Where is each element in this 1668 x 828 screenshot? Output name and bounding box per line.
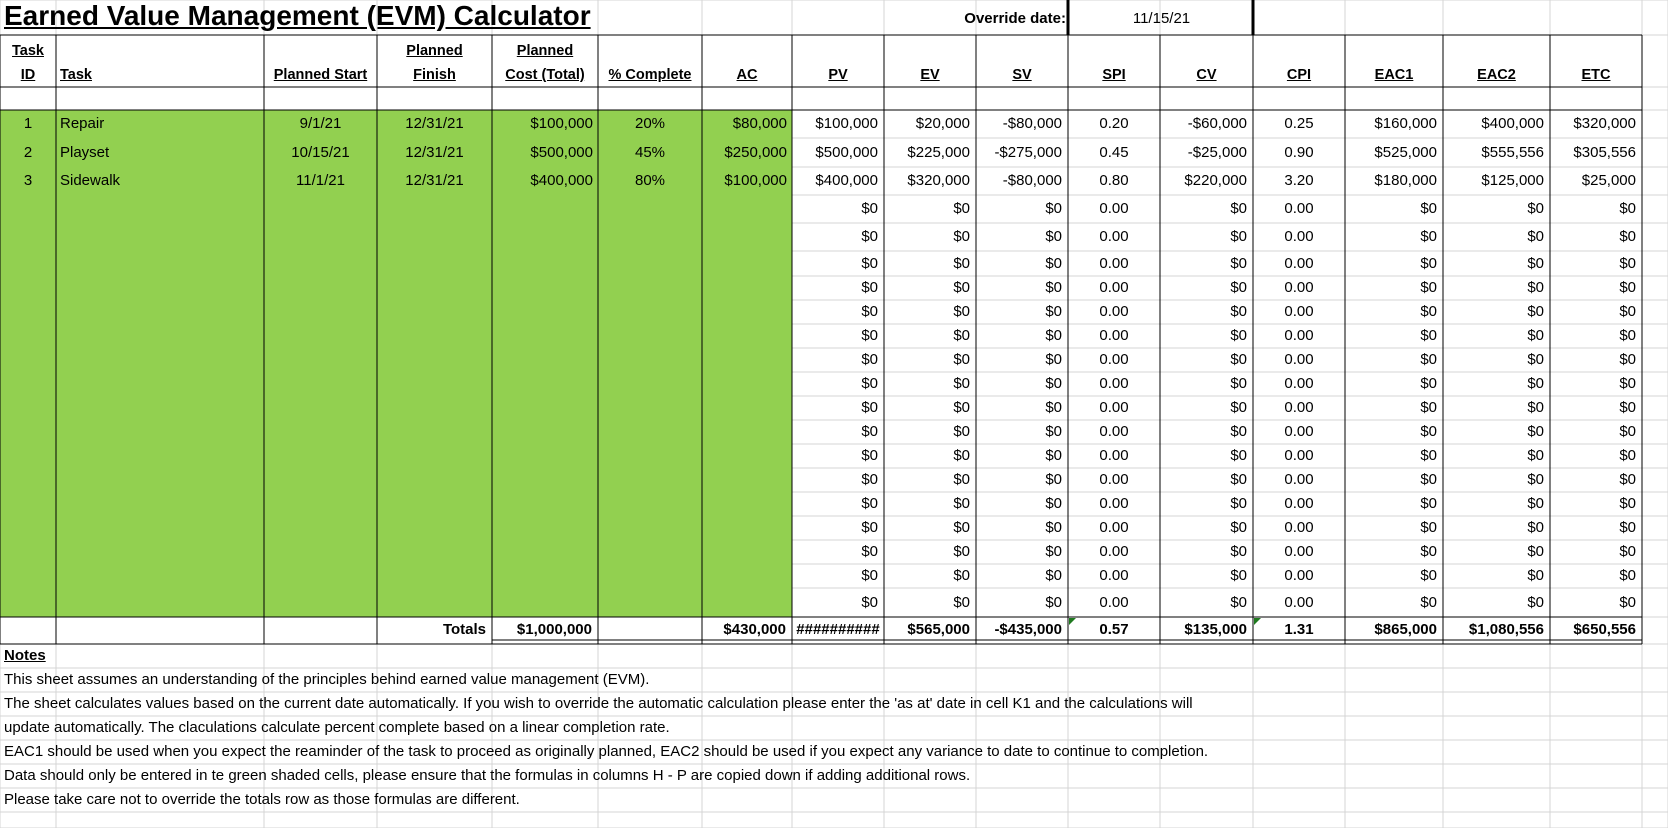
- cell-spi: 0.00: [1099, 543, 1129, 560]
- cell-sv: -$275,000: [994, 143, 1062, 161]
- cell-start[interactable]: 9/1/21: [299, 115, 342, 132]
- cell-ac[interactable]: $80,000: [732, 115, 787, 132]
- cell-ev: $0: [953, 447, 970, 464]
- cell-sv: -$80,000: [1002, 172, 1062, 189]
- cell-ev: $0: [953, 399, 970, 416]
- cell-ev: $0: [953, 351, 970, 368]
- cell-spi: 0.00: [1099, 200, 1129, 217]
- total-cost: $1,000,000: [516, 621, 592, 638]
- cell-ev: $0: [953, 495, 970, 512]
- total-sv: -$435,000: [994, 621, 1062, 638]
- cell-cpi: 0.00: [1284, 303, 1314, 320]
- cell-task[interactable]: Sidewalk: [60, 172, 121, 189]
- cell-spi: 0.00: [1099, 471, 1129, 488]
- cell-eac2: $0: [1527, 519, 1544, 536]
- note-line: update automatically. The claculations calculate percent complete based on a linear completion rate.: [4, 719, 670, 736]
- cell-ev: $225,000: [907, 143, 970, 161]
- cell-cpi: 0.00: [1284, 593, 1314, 611]
- cell-eac1: $0: [1420, 351, 1437, 368]
- cell-eac1: $0: [1420, 303, 1437, 320]
- header-etc: ETC: [1581, 67, 1611, 83]
- total-ac: $430,000: [723, 621, 786, 638]
- cell-sv: $0: [1045, 593, 1062, 611]
- cell-spi: 0.00: [1099, 447, 1129, 464]
- cell-ev: $0: [953, 279, 970, 296]
- cell-spi: 0.00: [1099, 375, 1129, 392]
- cell-etc: $0: [1619, 543, 1636, 560]
- note-line: Please take care not to override the totals row as those formulas are different.: [4, 791, 520, 808]
- header-planned-finish-line1: Planned: [406, 43, 463, 59]
- cell-cpi: 0.00: [1284, 519, 1314, 536]
- cell-etc: $0: [1619, 471, 1636, 488]
- cell-cv: $0: [1230, 399, 1247, 416]
- header-planned-finish-line2: Finish: [413, 67, 456, 83]
- cell-ev: $0: [953, 200, 970, 217]
- note-line: The sheet calculates values based on the current date automatically. If you wish to override the automatic calculation please enter the 'as at' date in cell K1 and the calculations will: [4, 695, 1193, 712]
- note-line: Data should only be entered in te green shaded cells, please ensure that the formulas in columns H - P are copied down if adding additional rows.: [4, 767, 971, 784]
- total-cpi: 1.31: [1284, 621, 1314, 638]
- cell-eac1: $0: [1420, 519, 1437, 536]
- cell-eac2: $0: [1527, 423, 1544, 440]
- note-line: EAC1 should be used when you expect the reaminder of the task to proceed as originally planned, EAC2 should be used if you expect any variance to date to continue to completion.: [4, 743, 1209, 760]
- header-task-id-line2: ID: [20, 67, 36, 83]
- cell-ac[interactable]: $100,000: [724, 172, 787, 189]
- cell-spi: 0.00: [1099, 279, 1129, 296]
- cell-eac2: $555,556: [1481, 143, 1544, 161]
- cell-cpi: 3.20: [1284, 172, 1314, 189]
- cell-ev: $0: [953, 228, 970, 245]
- cell-spi: 0.00: [1099, 567, 1129, 584]
- cell-pv: $0: [861, 471, 878, 488]
- cell-eac1: $0: [1420, 375, 1437, 392]
- cell-cpi: 0.00: [1284, 200, 1314, 217]
- cell-cv: $0: [1230, 228, 1247, 245]
- cell-cv: -$25,000: [1187, 143, 1247, 161]
- header-cpi: CPI: [1286, 67, 1312, 83]
- cell-eac2: $400,000: [1481, 115, 1544, 132]
- cell-cv: $0: [1230, 200, 1247, 217]
- cell-cost[interactable]: $500,000: [530, 143, 593, 161]
- total-eac1: $865,000: [1374, 621, 1437, 638]
- header-pct-complete: % Complete: [608, 67, 692, 83]
- cell-cv: $0: [1230, 254, 1247, 272]
- cell-eac2: $0: [1527, 279, 1544, 296]
- cell-eac1: $0: [1420, 423, 1437, 440]
- cell-finish[interactable]: 12/31/21: [405, 115, 464, 132]
- cell-pv: $0: [861, 447, 878, 464]
- cell-spi: 0.00: [1099, 327, 1129, 344]
- cell-etc: $320,000: [1573, 115, 1636, 132]
- cell-cpi: 0.00: [1284, 351, 1314, 368]
- cell-pv: $0: [861, 423, 878, 440]
- cell-etc: $305,556: [1573, 143, 1636, 161]
- cell-etc: $0: [1619, 279, 1636, 296]
- cell-etc: $0: [1619, 495, 1636, 512]
- total-ev: $565,000: [907, 621, 970, 638]
- cell-cost[interactable]: $400,000: [530, 172, 593, 189]
- cell-etc: $0: [1619, 327, 1636, 344]
- cell-task[interactable]: Playset: [60, 143, 110, 161]
- page-title: Earned Value Management (EVM) Calculator: [4, 0, 591, 31]
- cell-sv: $0: [1045, 543, 1062, 560]
- cell-spi: 0.00: [1099, 228, 1129, 245]
- cell-etc: $0: [1619, 200, 1636, 217]
- header-cv: CV: [1196, 67, 1217, 83]
- cell-cv: -$60,000: [1187, 115, 1247, 132]
- header-sv: SV: [1012, 67, 1032, 83]
- cell-ev: $0: [953, 567, 970, 584]
- cell-etc: $0: [1619, 351, 1636, 368]
- totals-label: Totals: [442, 621, 486, 638]
- cell-etc: $0: [1619, 593, 1636, 611]
- cell-pv: $0: [861, 567, 878, 584]
- cell-ev: $0: [953, 593, 970, 611]
- cell-pv: $0: [861, 495, 878, 512]
- cell-pct[interactable]: 80%: [634, 172, 666, 189]
- cell-ev: $0: [953, 471, 970, 488]
- cell-pv: $0: [861, 327, 878, 344]
- cell-ev: $0: [953, 327, 970, 344]
- cell-spi: 0.00: [1099, 423, 1129, 440]
- cell-sv: $0: [1045, 327, 1062, 344]
- cell-spi: 0.80: [1099, 172, 1129, 189]
- total-eac2: $1,080,556: [1468, 621, 1544, 638]
- cell-eac2: $0: [1527, 351, 1544, 368]
- cell-start[interactable]: 11/1/21: [296, 172, 345, 189]
- cell-spi: 0.00: [1099, 254, 1129, 272]
- cell-cv: $0: [1230, 495, 1247, 512]
- cell-id[interactable]: 2: [23, 143, 33, 161]
- cell-eac2: $0: [1527, 375, 1544, 392]
- cell-cv: $0: [1230, 351, 1247, 368]
- total-etc: $650,556: [1573, 621, 1636, 638]
- cell-etc: $0: [1619, 399, 1636, 416]
- cell-etc: $0: [1619, 303, 1636, 320]
- cell-finish[interactable]: 12/31/21: [405, 172, 464, 189]
- cell-eac1: $0: [1420, 593, 1437, 611]
- header-ac: AC: [736, 67, 758, 83]
- cell-pv: $0: [861, 279, 878, 296]
- cell-eac2: $125,000: [1481, 172, 1544, 189]
- cell-etc: $0: [1619, 423, 1636, 440]
- cell-cpi: 0.00: [1284, 375, 1314, 392]
- cell-etc: $0: [1619, 567, 1636, 584]
- cell-spi: 0.20: [1099, 115, 1129, 132]
- cell-cpi: 0.90: [1284, 143, 1314, 161]
- cell-spi: 0.00: [1099, 593, 1129, 611]
- cell-eac1: $160,000: [1374, 115, 1437, 132]
- cell-ev: $0: [953, 543, 970, 560]
- cell-eac2: $0: [1527, 447, 1544, 464]
- cell-eac1: $0: [1420, 543, 1437, 560]
- cell-pv: $0: [861, 399, 878, 416]
- cell-pv: $0: [861, 519, 878, 536]
- cell-eac2: $0: [1527, 593, 1544, 611]
- cell-pv: $0: [861, 303, 878, 320]
- cell-eac1: $0: [1420, 471, 1437, 488]
- cell-pv: $400,000: [815, 172, 878, 189]
- cell-spi: 0.00: [1099, 399, 1129, 416]
- cell-eac1: $0: [1420, 228, 1437, 245]
- cell-ev: $0: [953, 254, 970, 272]
- cell-spi: 0.00: [1099, 519, 1129, 536]
- cell-eac1: $0: [1420, 327, 1437, 344]
- header-spi: SPI: [1102, 67, 1126, 83]
- cell-eac1: $0: [1420, 279, 1437, 296]
- cell-cv: $0: [1230, 447, 1247, 464]
- cell-pv: $0: [861, 375, 878, 392]
- cell-eac1: $0: [1420, 399, 1437, 416]
- header-eac1: EAC1: [1374, 67, 1414, 83]
- cell-etc: $0: [1619, 447, 1636, 464]
- cell-eac1: $180,000: [1374, 172, 1437, 189]
- cell-eac1: $0: [1420, 200, 1437, 217]
- cell-cv: $220,000: [1184, 172, 1247, 189]
- cell-sv: $0: [1045, 254, 1062, 272]
- cell-etc: $0: [1619, 519, 1636, 536]
- cell-finish[interactable]: 12/31/21: [405, 143, 464, 161]
- cell-pct[interactable]: 45%: [634, 143, 666, 161]
- cell-sv: $0: [1045, 399, 1062, 416]
- cell-cv: $0: [1230, 279, 1247, 296]
- cell-cpi: 0.00: [1284, 399, 1314, 416]
- cell-eac1: $0: [1420, 254, 1437, 272]
- cell-cv: $0: [1230, 519, 1247, 536]
- cell-ac[interactable]: $250,000: [724, 143, 787, 161]
- header-planned-cost-line2: Cost (Total): [505, 67, 585, 83]
- cell-cpi: 0.00: [1284, 279, 1314, 296]
- cell-pv: $500,000: [815, 143, 878, 161]
- override-date-label: Override date:: [964, 10, 1066, 27]
- total-cv: $135,000: [1184, 621, 1247, 638]
- cell-cpi: 0.00: [1284, 228, 1314, 245]
- cell-cost[interactable]: $100,000: [530, 115, 593, 132]
- cell-pv: $0: [861, 593, 878, 611]
- cell-pv: $0: [861, 351, 878, 368]
- cell-eac2: $0: [1527, 303, 1544, 320]
- cell-sv: $0: [1045, 279, 1062, 296]
- cell-pct[interactable]: 20%: [634, 115, 666, 132]
- header-pv: PV: [828, 67, 848, 83]
- cell-etc: $0: [1619, 254, 1636, 272]
- cell-cv: $0: [1230, 327, 1247, 344]
- cell-cv: $0: [1230, 543, 1247, 560]
- cell-eac1: $0: [1420, 447, 1437, 464]
- cell-cpi: 0.00: [1284, 254, 1314, 272]
- cell-cpi: 0.00: [1284, 327, 1314, 344]
- total-pv: ##########: [796, 621, 880, 638]
- cell-pv: $0: [861, 543, 878, 560]
- cell-sv: $0: [1045, 303, 1062, 320]
- cell-spi: 0.00: [1099, 351, 1129, 368]
- cell-cv: $0: [1230, 471, 1247, 488]
- cell-cv: $0: [1230, 375, 1247, 392]
- cell-sv: $0: [1045, 228, 1062, 245]
- cell-sv: $0: [1045, 519, 1062, 536]
- cell-eac2: $0: [1527, 543, 1544, 560]
- cell-cpi: 0.00: [1284, 447, 1314, 464]
- cell-spi: 0.45: [1099, 143, 1129, 161]
- header-eac2: EAC2: [1477, 67, 1516, 83]
- cell-id[interactable]: 1: [23, 115, 33, 132]
- cell-pv: $0: [861, 228, 878, 245]
- cell-etc: $0: [1619, 228, 1636, 245]
- cell-sv: $0: [1045, 471, 1062, 488]
- cell-ev: $0: [953, 303, 970, 320]
- cell-etc: $25,000: [1581, 172, 1636, 189]
- cell-ev: $0: [953, 375, 970, 392]
- cell-eac2: $0: [1527, 228, 1544, 245]
- cell-cpi: 0.00: [1284, 471, 1314, 488]
- header-ev: EV: [920, 67, 940, 83]
- cell-id[interactable]: 3: [23, 172, 33, 189]
- cell-cpi: 0.00: [1284, 423, 1314, 440]
- cell-sv: $0: [1045, 567, 1062, 584]
- cell-cv: $0: [1230, 303, 1247, 320]
- header-planned-cost-line1: Planned: [516, 43, 574, 59]
- cell-cpi: 0.25: [1284, 115, 1314, 132]
- cell-cpi: 0.00: [1284, 543, 1314, 560]
- cell-start[interactable]: 10/15/21: [291, 143, 350, 161]
- header-task-id-line1: Task: [12, 43, 44, 59]
- cell-pv: $0: [861, 254, 878, 272]
- cell-eac1: $0: [1420, 495, 1437, 512]
- cell-ev: $20,000: [915, 115, 970, 132]
- total-spi: 0.57: [1099, 621, 1129, 638]
- cell-task[interactable]: Repair: [60, 115, 105, 132]
- cell-cv: $0: [1230, 567, 1247, 584]
- cell-cpi: 0.00: [1284, 567, 1314, 584]
- cell-sv: -$80,000: [1002, 115, 1062, 132]
- cell-eac1: $0: [1420, 567, 1437, 584]
- cell-eac2: $0: [1527, 327, 1544, 344]
- cell-eac2: $0: [1527, 567, 1544, 584]
- header-planned-start: Planned Start: [273, 67, 368, 83]
- cell-eac2: $0: [1527, 399, 1544, 416]
- cell-ev: $0: [953, 423, 970, 440]
- cell-eac2: $0: [1527, 495, 1544, 512]
- cell-spi: 0.00: [1099, 495, 1129, 512]
- cell-cv: $0: [1230, 423, 1247, 440]
- cell-eac2: $0: [1527, 200, 1544, 217]
- note-line: This sheet assumes an understanding of the principles behind earned value management (EVM).: [4, 671, 650, 688]
- cell-etc: $0: [1619, 375, 1636, 392]
- cell-pv: $100,000: [815, 115, 878, 132]
- cell-cpi: 0.00: [1284, 495, 1314, 512]
- cell-spi: 0.00: [1099, 303, 1129, 320]
- cell-cv: $0: [1230, 593, 1247, 611]
- cell-eac2: $0: [1527, 254, 1544, 272]
- cell-sv: $0: [1045, 375, 1062, 392]
- cell-ev: $0: [953, 519, 970, 536]
- cell-sv: $0: [1045, 495, 1062, 512]
- cell-sv: $0: [1045, 351, 1062, 368]
- cell-sv: $0: [1045, 423, 1062, 440]
- cell-sv: $0: [1045, 447, 1062, 464]
- cell-sv: $0: [1045, 200, 1062, 217]
- header-task: Task: [60, 67, 92, 83]
- cell-ev: $320,000: [907, 172, 970, 189]
- cell-eac1: $525,000: [1374, 143, 1437, 161]
- override-date-input[interactable]: 11/15/21: [1132, 10, 1191, 27]
- notes-heading: Notes: [4, 647, 46, 664]
- cell-eac2: $0: [1527, 471, 1544, 488]
- cell-pv: $0: [861, 200, 878, 217]
